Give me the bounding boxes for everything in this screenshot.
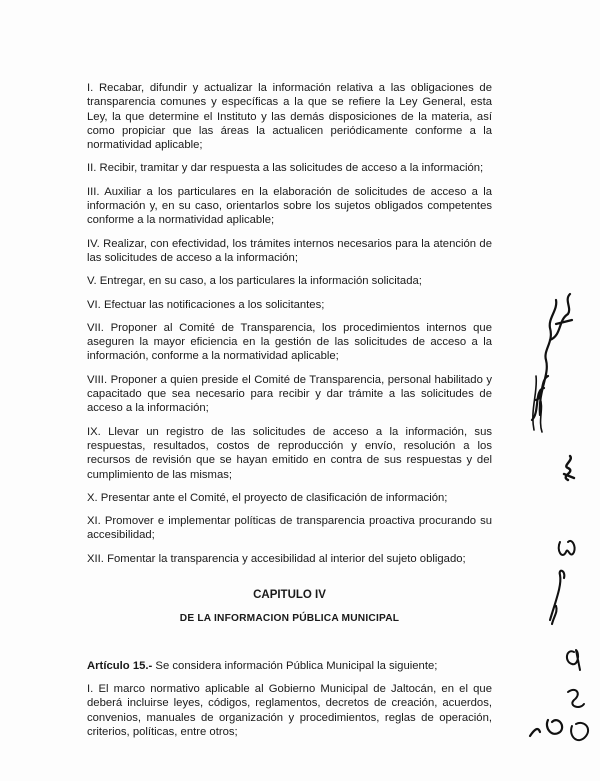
list-item: II. Recibir, tramitar y dar respuesta a las solicitudes de acceso a la información; bbox=[87, 162, 484, 175]
list-item: XII. Fomentar la transparencia y accesibilidad al interior del sujeto obligado; bbox=[87, 552, 466, 565]
initial-mark bbox=[530, 720, 562, 736]
list-item: X. Presentar ante el Comité, el proyecto de clasificación de información; bbox=[87, 491, 448, 504]
list-item: VI. Efectuar las notificaciones a los solicitantes; bbox=[87, 298, 325, 311]
list-item: III. Auxiliar a los particulares en la elaboración de solicitudes de acceso a la información y, en su caso, orientarlos sobre los sujetos obligados competentes conforme a la normatividad aplicable; bbox=[87, 185, 492, 227]
signature-mark bbox=[532, 294, 572, 420]
list-item: VIII. Proponer a quien preside el Comité de Transparencia, personal habilitado y capacitado que sea necesario para recibir y dar trámite a las solicitudes de acceso a la información; bbox=[87, 373, 492, 415]
list-item: IX. Llevar un registro de las solicitudes de acceso a la información, sus respuestas, resultados, costos de reproducción y envío, resolución a los recursos de revisión que se hayan emitido en contra de sus respuestas y del cumplimiento de las mismas; bbox=[87, 425, 492, 481]
initial-mark bbox=[559, 541, 575, 555]
initial-mark bbox=[564, 456, 574, 480]
article-heading bbox=[87, 659, 492, 673]
article-item: I. El marco normativo aplicable al Gobierno Municipal de Jaltocán, en el que deberá incluirse leyes, códigos, reglamentos, decretos de creación, acuerdos, convenios, manuales de organización y procedimientos, reglas de operación, criterios, políticas, entre otros; bbox=[87, 682, 492, 738]
list-item: XI. Promover e implementar políticas de transparencia proactiva procurando su accesibilidad; bbox=[87, 515, 492, 542]
handwritten-signatures bbox=[510, 280, 600, 760]
chapter-title: CAPITULO IV bbox=[253, 589, 326, 602]
initial-mark bbox=[550, 571, 564, 624]
list-item: IV. Realizar, con efectividad, los trámites internos necesarios para la atención de las solicitudes de acceso a la información; bbox=[87, 237, 492, 264]
list-item: VII. Proponer al Comité de Transparencia, los procedimientos internos que aseguren la mayor eficiencia en la gestión de las solicitudes de acceso a la información, conforme a la normatividad aplicable; bbox=[87, 321, 492, 363]
article-text: Se considera información Pública Municipal la siguiente; bbox=[152, 659, 438, 672]
initial-mark bbox=[568, 690, 584, 707]
chapter-subtitle: DE LA INFORMACION PÚBLICA MUNICIPAL bbox=[179, 613, 400, 625]
article-label: Artículo 15.- bbox=[87, 659, 153, 672]
initial-mark bbox=[571, 723, 588, 740]
list-item: I. Recabar, difundir y actualizar la información relativa a las obligaciones de transparencia comunes y específicas a la que se refiere la Ley General, esta Ley, la que determine el Instituto y las demás disposiciones de la materia, así como propiciar que las áreas la actualicen periódicamente conforme a la normatividad aplicable; bbox=[87, 82, 492, 152]
initial-mark bbox=[567, 650, 580, 670]
body-text bbox=[87, 81, 492, 748]
list-item: V. Entregar, en su caso, a los particulares la información solicitada; bbox=[87, 275, 422, 288]
